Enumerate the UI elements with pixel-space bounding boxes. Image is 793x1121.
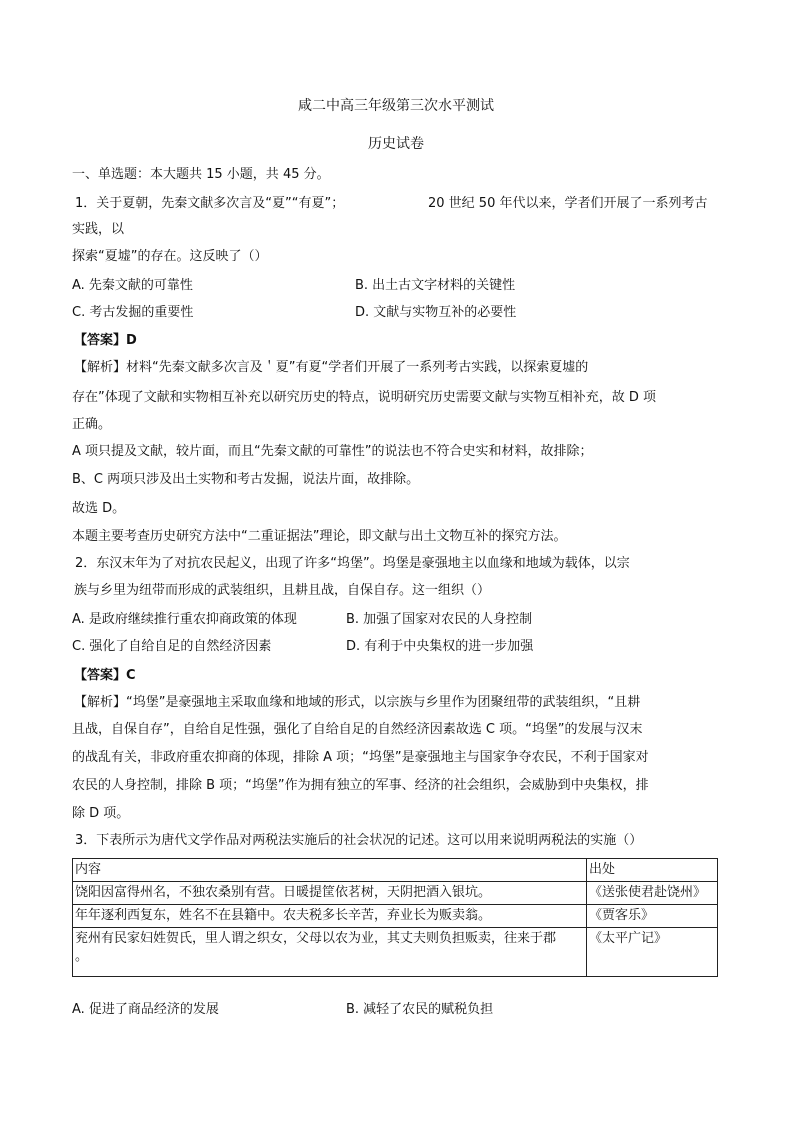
q1-analysis-line: 本题主要考查历史研究方法中“二重证据法”理论，即文献与出土文物互补的探究方法。 [72, 529, 567, 544]
table-cell-source: 《送张使君赴饶州》 [587, 882, 718, 905]
section-heading: 一、单选题：本大题共 15 小题，共 45 分。 [72, 167, 330, 182]
q2-analysis-line: 且战，自保自存”，自给自足性强，强化了自给自足的自然经济因素故选 C 项。“坞堡”的发展与汉末 [72, 722, 643, 737]
table-cell-content-line: 。 [75, 949, 89, 964]
table-cell-spacer [75, 966, 584, 974]
q1-stem-part1: 1．关于夏朝，先秦文献多次言及“夏”“有夏”； [75, 196, 345, 211]
q3-source-table [72, 858, 718, 977]
q3-stem: 3．下表所示为唐代文学作品对两税法实施后的社会状况的记述。这可以用来说明两税法的实施（） [75, 833, 643, 848]
table-row [73, 928, 718, 977]
q2-analysis-line: 除 D 项。 [72, 806, 130, 821]
q3-option-a: A. 促进了商品经济的发展 [72, 1002, 219, 1017]
q2-analysis-line: 【解析】“坞堡”是豪强地主采取血缘和地域的形式，以宗族与乡里作为团聚纽带的武装组织，“且耕 [74, 695, 641, 710]
q2-analysis-line: 农民的人身控制，排除 B 项；“坞堡”作为拥有独立的军事、经济的社会组织，会威胁到中央集权，排 [72, 778, 649, 793]
school-title: 咸二中高三年级第三次水平测试 [298, 98, 494, 114]
q2-option-b: B. 加强了国家对农民的人身控制 [346, 612, 533, 627]
q2-option-d: D. 有利于中央集权的进一步加强 [346, 639, 534, 654]
q2-analysis-line: 的战乱有关，非政府重农抑商的体现，排除 A 项；“坞堡”是豪强地主与国家争夺农民，不利于国家对 [72, 750, 649, 765]
q1-stem-part2: 20 世纪 50 年代以来，学者们开展了一系列考古 [428, 196, 708, 211]
q1-analysis-line: 故选 D。 [72, 501, 126, 516]
table-cell-source: 《太平广记》 [587, 928, 718, 977]
table-cell-content [73, 928, 587, 977]
q2-option-a: A. 是政府继续推行重农抑商政策的体现 [72, 612, 297, 627]
q2-answer: 【答案】C [74, 668, 136, 683]
table-cell-source: 《贾客乐》 [587, 905, 718, 928]
table-row [73, 882, 718, 905]
q1-option-a: A. 先秦文献的可靠性 [72, 278, 193, 293]
table-cell-content-line: 兖州有民家妇姓贺氏，里人谓之织女，父母以农为业，其丈夫则负担贩卖，往来于郡 [75, 931, 557, 946]
q2-option-c: C. 强化了自给自足的自然经济因素 [72, 639, 272, 654]
q1-analysis-line: 正确。 [72, 417, 112, 432]
q2-stem-line: 族与乡里为纽带而形成的武装组织，且耕且战，自保自存。这一组织（） [74, 583, 491, 598]
table-header-cell: 出处 [587, 859, 718, 882]
table-cell-content: 饶阳因富得州名，不独农桑别有营。日暖提筐依茗树，天阴把酒入银坑。 [73, 882, 587, 905]
q1-analysis-line: A 项只提及文献，较片面，而且“先秦文献的可靠性”的说法也不符合史实和材料，故排除； [72, 444, 593, 459]
table-cell-content: 年年逐利西复东，姓名不在县籍中。农夫税多长辛苦，弃业长为贩卖翁。 [73, 905, 587, 928]
q1-answer: 【答案】D [74, 333, 137, 348]
q1-analysis-line: 【解析】材料“先秦文献多次言及＇夏”有夏“学者们开展了一系列考古实践，以探索夏墟的 [74, 360, 589, 375]
q1-analysis-line: B、C 两项只涉及出土实物和考古发掘，说法片面，故排除。 [72, 472, 420, 487]
q3-option-b: B. 减轻了农民的赋税负担 [346, 1002, 494, 1017]
q2-stem-line: 2．东汉末年为了对抗农民起义，出现了许多“坞堡”。坞堡是豪强地主以血缘和地域为载体，以宗 [75, 556, 630, 571]
q1-analysis-line: 存在”体现了文献和实物相互补充以研究历史的特点，说明研究历史需要文献与实物互相补充，故 D 项 [72, 390, 657, 405]
table-row [73, 905, 718, 928]
q1-stem-part4: 探索“夏墟”的存在。这反映了（） [72, 249, 268, 264]
q1-option-c: C. 考古发掘的重要性 [72, 305, 194, 320]
q1-option-d: D. 文献与实物互补的必要性 [355, 305, 517, 320]
q1-option-b: B. 出土古文字材料的关键性 [355, 278, 516, 293]
table-header-cell: 内容 [73, 859, 587, 882]
subject-title: 历史试卷 [368, 136, 424, 152]
table-header-row [73, 859, 718, 882]
q1-stem-part3: 实践，以 [72, 222, 125, 237]
